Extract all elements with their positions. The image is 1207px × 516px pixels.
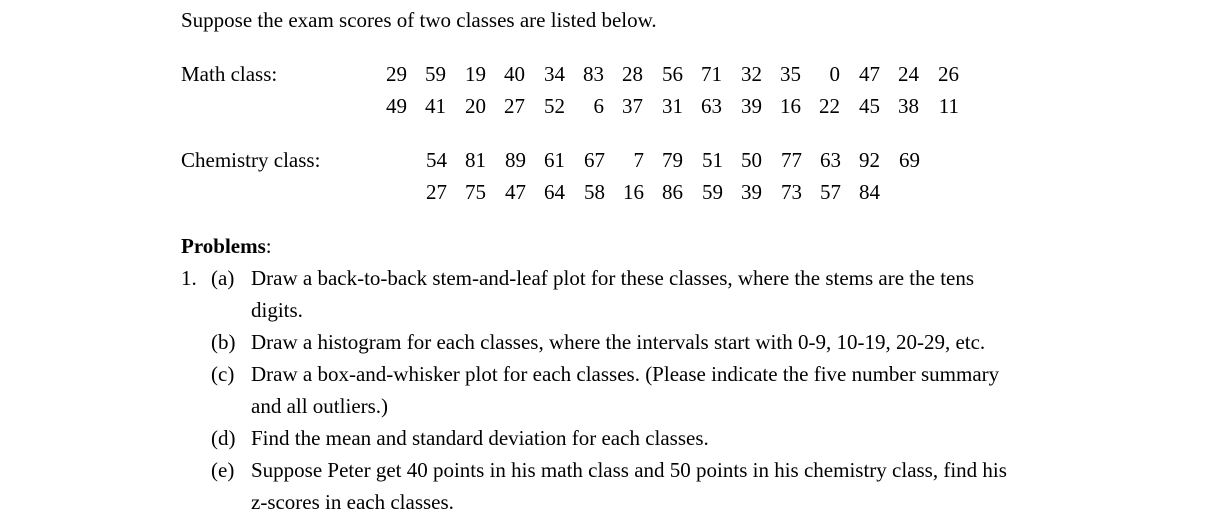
problem-c-letter: (c)	[211, 362, 235, 386]
score-value: 37	[622, 94, 643, 118]
score-value: 26	[938, 62, 959, 86]
score-value: 41	[425, 94, 446, 118]
problems-heading-text: Problems	[181, 234, 266, 258]
score-value: 73	[781, 180, 802, 204]
score-value: 86	[662, 180, 683, 204]
score-value: 31	[662, 94, 683, 118]
score-value: 7	[633, 148, 644, 172]
score-value: 16	[623, 180, 644, 204]
score-value: 69	[899, 148, 920, 172]
score-value: 50	[741, 148, 762, 172]
score-value: 84	[859, 180, 880, 204]
math-class-label: Math class:	[181, 62, 278, 86]
problem-b-line-1: Draw a histogram for each classes, where the intervals start with 0-9, 10-19, 20-29, etc.	[251, 330, 986, 354]
score-value: 49	[386, 94, 407, 118]
score-value: 75	[465, 180, 486, 204]
score-value: 63	[701, 94, 722, 118]
problem-a-line-1: Draw a back-to-back stem-and-leaf plot for these classes, where the stems are the tens	[251, 266, 975, 290]
score-value: 27	[504, 94, 525, 118]
score-value: 35	[780, 62, 801, 86]
problem-d-letter: (d)	[211, 426, 236, 450]
score-value: 39	[741, 180, 762, 204]
score-value: 51	[702, 148, 723, 172]
score-value: 57	[820, 180, 841, 204]
score-value: 56	[662, 62, 683, 86]
score-value: 24	[898, 62, 919, 86]
intro-text: Suppose the exam scores of two classes are listed below.	[181, 8, 657, 32]
score-value: 59	[425, 62, 446, 86]
score-value: 27	[426, 180, 447, 204]
problem-a-line-2: digits.	[251, 298, 303, 322]
score-value: 39	[741, 94, 762, 118]
score-value: 81	[465, 148, 486, 172]
problems-heading-colon: :	[265, 234, 272, 258]
score-value: 61	[544, 148, 565, 172]
score-value: 45	[859, 94, 880, 118]
score-value: 38	[898, 94, 919, 118]
problem-c-line-2: and all outliers.)	[251, 394, 389, 418]
score-value: 92	[859, 148, 880, 172]
score-value: 77	[781, 148, 802, 172]
score-value: 34	[544, 62, 565, 86]
chemistry-class-label: Chemistry class:	[181, 148, 321, 172]
problem-a-letter: (a)	[211, 266, 235, 290]
score-value: 83	[583, 62, 604, 86]
score-value: 59	[702, 180, 723, 204]
score-value: 11	[938, 94, 959, 118]
problem-b-letter: (b)	[211, 330, 236, 354]
score-value: 28	[622, 62, 643, 86]
score-value: 16	[780, 94, 801, 118]
score-value: 58	[584, 180, 605, 204]
score-value: 32	[741, 62, 762, 86]
score-value: 52	[544, 94, 565, 118]
score-value: 6	[593, 94, 604, 118]
score-value: 47	[505, 180, 526, 204]
score-value: 40	[504, 62, 525, 86]
problems-heading	[181, 234, 272, 258]
score-value: 79	[662, 148, 683, 172]
score-value: 64	[544, 180, 565, 204]
problem-e-line-2: z-scores in each classes.	[251, 490, 454, 514]
score-value: 20	[465, 94, 486, 118]
score-value: 54	[426, 148, 447, 172]
problem-e-line-1: Suppose Peter get 40 points in his math class and 50 points in his chemistry class, find his	[251, 458, 1007, 482]
score-value: 63	[820, 148, 841, 172]
score-value: 47	[859, 62, 880, 86]
score-value: 19	[465, 62, 486, 86]
score-value: 71	[701, 62, 722, 86]
problem-c-line-1: Draw a box-and-whisker plot for each classes. (Please indicate the five number summary	[251, 362, 1000, 386]
problem-d-line-1: Find the mean and standard deviation for each classes.	[251, 426, 709, 450]
score-value: 67	[584, 148, 605, 172]
score-value: 29	[386, 62, 407, 86]
score-value: 0	[829, 62, 840, 86]
problem-e-letter: (e)	[211, 458, 235, 482]
score-value: 22	[819, 94, 840, 118]
score-value: 89	[505, 148, 526, 172]
problem-number: 1.	[181, 266, 197, 290]
